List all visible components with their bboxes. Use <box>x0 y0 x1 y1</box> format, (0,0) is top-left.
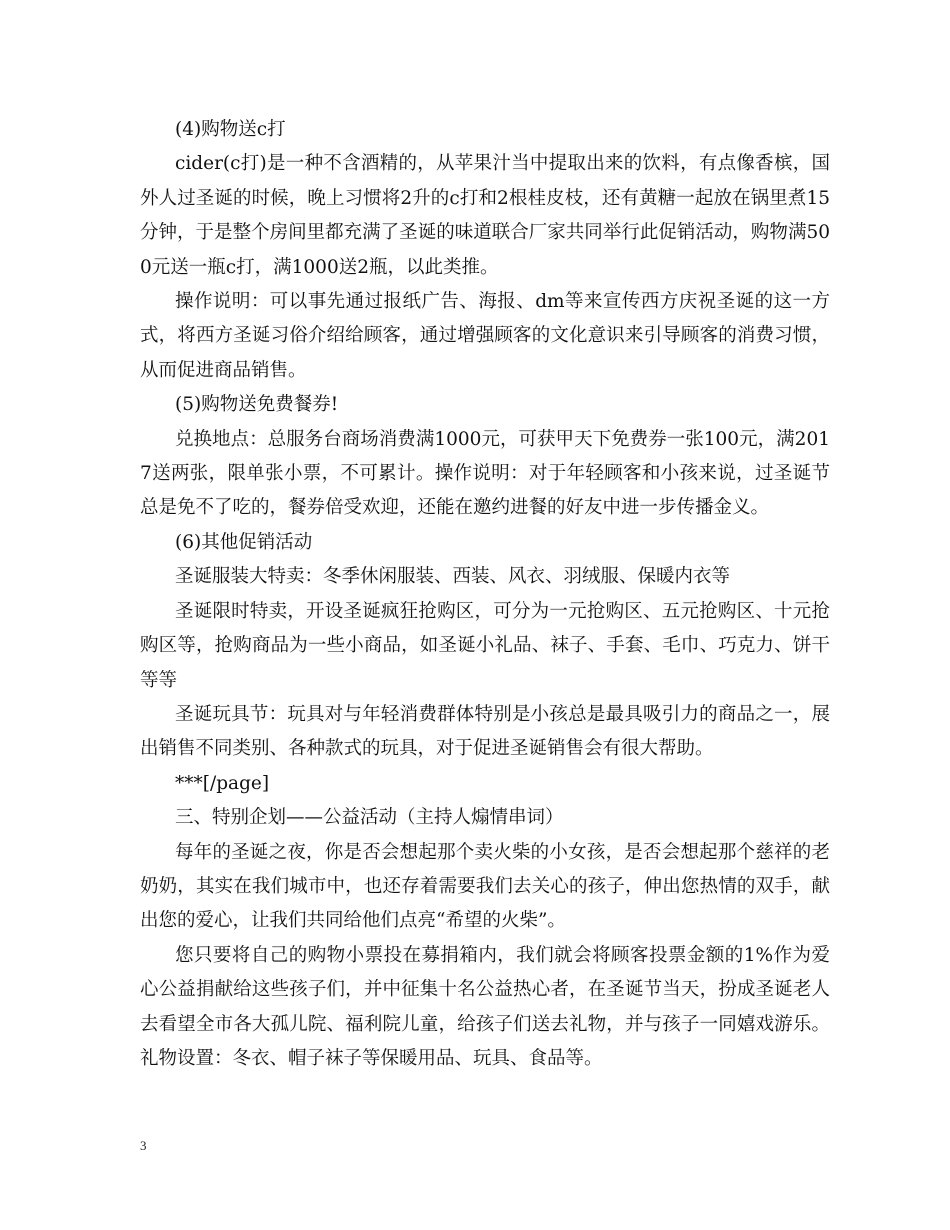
page-number: 3 <box>140 1138 147 1153</box>
paragraph-donation-details: 您只要将自己的购物小票投在募捐箱内，我们就会将顾客投票金额的1%作为爱心公益捐献给这些孩子们，并中征集十名公益热心者，在圣诞节当天，扮成圣诞老人去看望全市各大孤儿院、福利院儿童，给孩子们送去礼物，并与孩子一同嬉戏游乐。礼物设置：冬衣、帽子袜子等保暖用品、玩具、食品等。 <box>140 944 830 1069</box>
paragraph-section-three-heading: 三、特别企划——公益活动（主持人煽情串词） <box>175 807 564 829</box>
paragraph-cider-description: cider(c打)是一种不含酒精的，从苹果汁当中提取出来的饮料，有点像香槟，国外人过圣诞的时候，晚上习惯将2升的c打和2根桂皮枝，还有黄糖一起放在锅里煮15分钟，于是整个房间里都充满了圣诞的味道联合厂家共同举行此促销活动，购物满500元送一瓶c打，满1000送2瓶，以此类推。 <box>140 153 830 278</box>
document-body <box>140 113 830 1076</box>
paragraph-heading-4: (4)购物送c打 <box>175 119 286 140</box>
paragraph-christmas-eve: 每年的圣诞之夜，你是否会想起那个卖火柴的小女孩，是否会想起那个慈祥的老奶奶，其实在我们城市中，也还存着需要我们去关心的孩子，伸出您热情的双手，献出您的爱心，让我们共同给他们点亮“希望的火柴”。 <box>140 841 830 932</box>
paragraph-page-marker: ***[/page] <box>175 772 270 794</box>
paragraph-toy-festival: 圣诞玩具节：玩具对与年轻消费群体特别是小孩总是最具吸引力的商品之一，展出销售不同类别、各种款式的玩具，对于促进圣诞销售会有很大帮助。 <box>140 703 830 760</box>
paragraph-clothing-sale: 圣诞服装大特卖：冬季休闲服装、西装、风衣、羽绒服、保暖内衣等 <box>175 566 731 588</box>
paragraph-redemption-location: 兑换地点：总服务台商场消费满1000元，可获甲天下免费券一张100元，满2017送两张，限单张小票，不可累计。操作说明：对于年轻顾客和小孩来说，过圣诞节总是免不了吃的，餐券倍受欢迎，还能在邀约进餐的好友中进一步传播金义。 <box>140 428 830 519</box>
paragraph-operation-note-1: 操作说明：可以事先通过报纸广告、海报、dm等来宣传西方庆祝圣诞的这一方式，将西方圣诞习俗介绍给顾客，通过增强顾客的文化意识来引导顾客的消费习惯，从而促进商品销售。 <box>140 291 830 381</box>
paragraph-limited-time-sale: 圣诞限时特卖，开设圣诞疯狂抢购区，可分为一元抢购区、五元抢购区、十元抢购区等，抢购商品为一些小商品，如圣诞小礼品、袜子、手套、毛巾、巧克力、饼干等等 <box>140 600 830 691</box>
paragraph-heading-5: (5)购物送免费餐券! <box>175 394 339 416</box>
paragraph-heading-6: (6)其他促销活动 <box>175 531 313 553</box>
